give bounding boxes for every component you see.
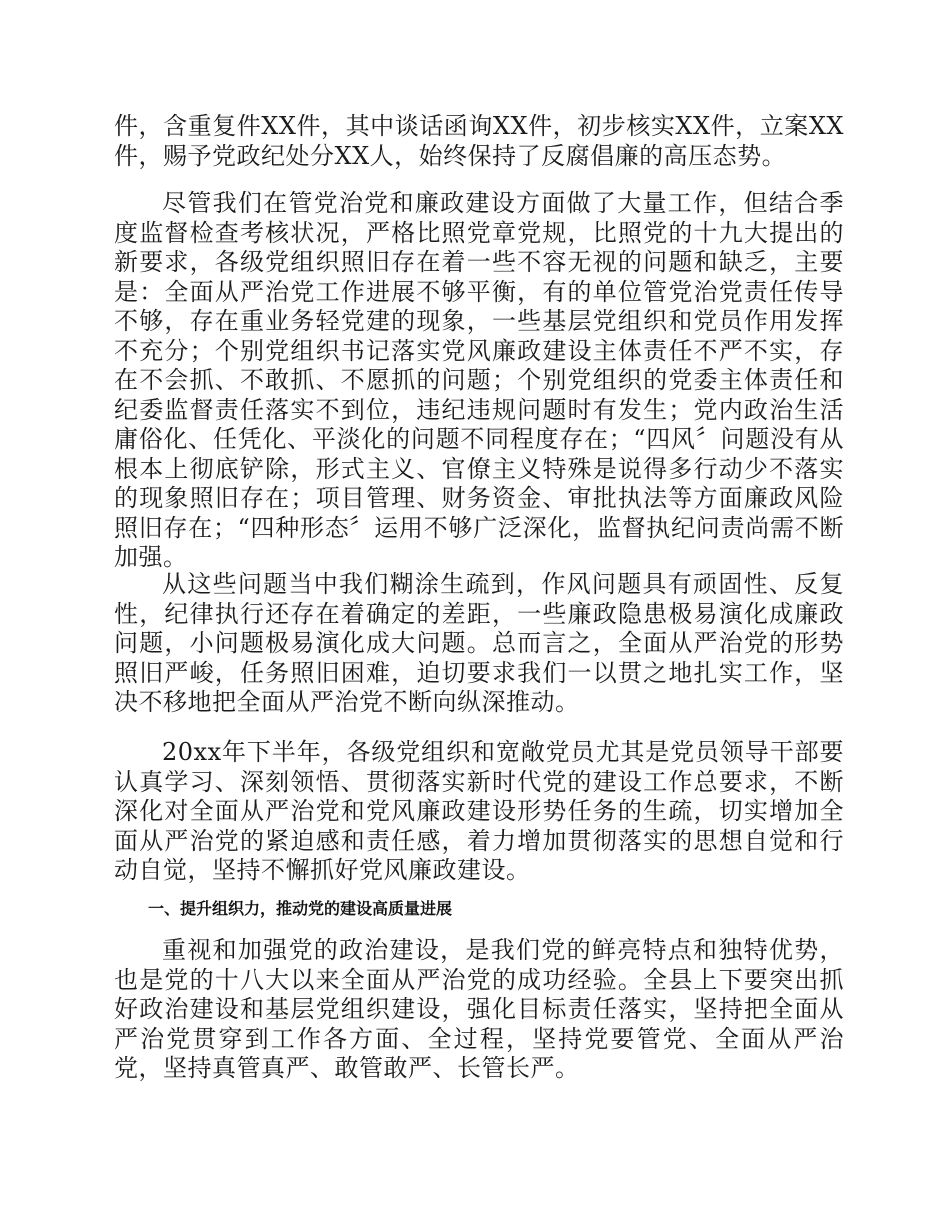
section-paragraph: 重视和加强党的政治建设，是我们党的鲜亮特点和独特优势，也是党的十八大以来全面从严治党的成功经验。全县上下要突出抓好政治建设和基层党组织建设，强化目标责任落实，坚持把全面从严治党贯穿到工作各方面、全过程，坚持党要管党、全面从严治党，坚持真管真严、敢管敢严、长管长严。 xyxy=(114,936,844,1082)
paragraph-continued: 件，含重复件XX件，其中谈话函询XX件，初步核实XX件，立案XX件，赐予党政纪处分XX人，始终保持了反腐倡廉的高压态势。 xyxy=(114,112,844,170)
paragraph-awareness: 从这些问题当中我们糊涂生疏到，作风问题具有顽固性、反复性，纪律执行还存在着确定的差距，一些廉政隐患极易演化成廉政问题，小问题极易演化成大问题。总而言之，全面从严治党的形势照旧严峻，任务照旧困难，迫切要求我们一以贯之地扎实工作，坚决不移地把全面从严治党不断向纵深推动。 xyxy=(114,570,844,716)
section-heading: 一、提升组织力，推动党的建设高质量进展 xyxy=(148,899,453,918)
paragraph-problems: 尽管我们在管党治党和廉政建设方面做了大量工作，但结合季度监督检查考核状况，严格比照党章党规，比照党的十九大提出的新要求，各级党组织照旧存在着一些不容无视的问题和缺乏，主要是：全面从严治党工作进展不够平衡，有的单位管党治党责任传导不够，存在重业务轻党建的现象，一些基层党组织和党员作用发挥不充分；个别党组织书记落实党风廉政建设主体责任不严不实，存在不会抓、不敢抓、不愿抓的问题；个别党组织的党委主体责任和纪委监督责任落实不到位，违纪违规问题时有发生；党内政治生活庸俗化、任凭化、平淡化的问题不同程度存在；“四风〞问题没有从根本上彻底铲除，形式主义、官僚主义特殊是说得多行动少不落实的现象照旧存在；项目管理、财务资金、审批执法等方面廉政风险照旧存在；“四种形态〞运用不够广泛深化，监督执纪问责尚需不断加强。 xyxy=(114,189,844,571)
paragraph-second-half-year: 20xx年下半年，各级党组织和宽敞党员尤其是党员领导干部要认真学习、深刻领悟、贯彻落实新时代党的建设工作总要求，不断深化对全面从严治党和党风廉政建设形势任务的生疏，切实增加全面从严治党的紧迫感和责任感，着力增加贯彻落实的思想自觉和行动自觉，坚持不懈抓好党风廉政建设。 xyxy=(114,738,844,884)
